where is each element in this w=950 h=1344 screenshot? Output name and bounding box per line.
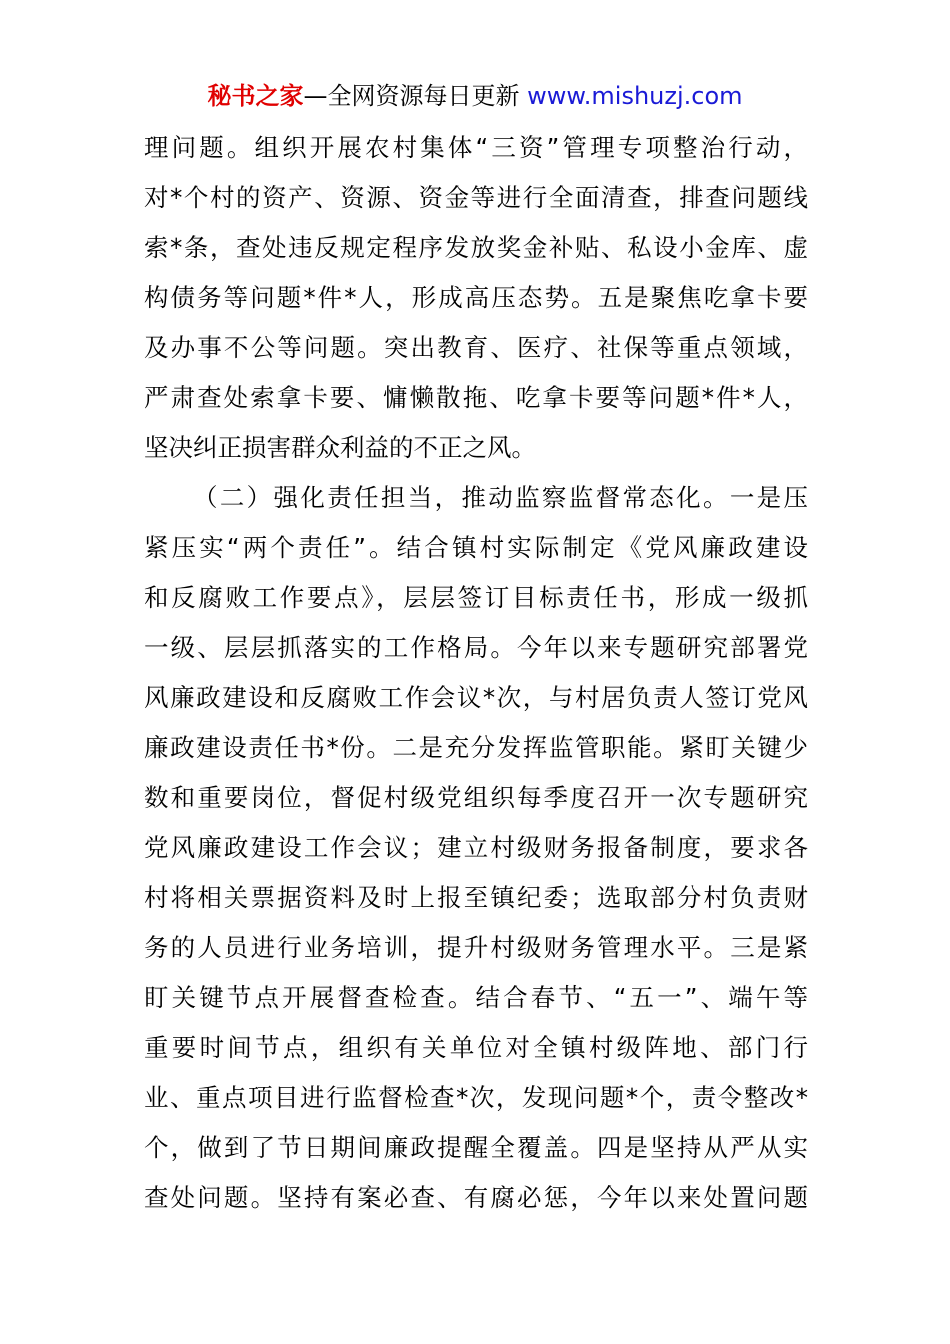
text-line: 查处问题。坚持有案必查、有腐必惩，今年以来处置问题 xyxy=(144,1183,808,1212)
document-body xyxy=(144,123,808,1223)
text-line: 理问题。组织开展农村集体“三资”管理专项整治行动， xyxy=(144,133,808,162)
paragraph-2 xyxy=(144,473,808,1223)
site-header xyxy=(0,78,950,114)
site-tagline: —全网资源每日更新 xyxy=(303,82,520,110)
text-line: 紧压实“两个责任”。结合镇村实际制定《党风廉政建设 xyxy=(144,533,808,562)
text-line: 廉政建设责任书*份。二是充分发挥监管职能。紧盯关键少 xyxy=(144,733,808,762)
text-line: 和反腐败工作要点》，层层签订目标责任书，形成一级抓 xyxy=(144,583,808,612)
text-line: 数和重要岗位，督促村级党组织每季度召开一次专题研究 xyxy=(144,783,808,812)
paragraph-1 xyxy=(144,123,808,473)
text-line: 一级、层层抓落实的工作格局。今年以来专题研究部署党 xyxy=(144,633,808,662)
text-line: 及办事不公等问题。突出教育、医疗、社保等重点领域， xyxy=(144,333,808,362)
text-line: 党风廉政建设工作会议；建立村级财务报备制度，要求各 xyxy=(144,833,808,862)
site-brand: 秘书之家 xyxy=(207,82,304,110)
text-line: 风廉政建设和反腐败工作会议*次，与村居负责人签订党风 xyxy=(144,683,808,712)
text-line: 村将相关票据资料及时上报至镇纪委；选取部分村负责财 xyxy=(144,883,808,912)
text-line: 盯关键节点开展督查检查。结合春节、“五一”、端午等 xyxy=(144,983,808,1012)
text-line: 严肃查处索拿卡要、慵懒散拖、吃拿卡要等问题*件*人， xyxy=(144,383,808,412)
site-url[interactable]: www.mishuzj.com xyxy=(527,82,743,110)
text-line: 务的人员进行业务培训，提升村级财务管理水平。三是紧 xyxy=(144,933,808,962)
text-line: 坚决纠正损害群众利益的不正之风。 xyxy=(144,433,536,462)
text-line: 对*个村的资产、资源、资金等进行全面清查，排查问题线 xyxy=(144,183,808,212)
text-line: 索*条，查处违反规定程序发放奖金补贴、私设小金库、虚 xyxy=(144,233,808,262)
text-line: 个，做到了节日期间廉政提醒全覆盖。四是坚持从严从实 xyxy=(144,1133,808,1162)
text-line: （二）强化责任担当，推动监察监督常态化。一是压 xyxy=(193,483,808,512)
text-line: 业、重点项目进行监督检查*次，发现问题*个，责令整改* xyxy=(144,1083,808,1112)
text-line: 重要时间节点，组织有关单位对全镇村级阵地、部门行 xyxy=(144,1033,808,1062)
text-line: 构债务等问题*件*人，形成高压态势。五是聚焦吃拿卡要 xyxy=(144,283,808,312)
